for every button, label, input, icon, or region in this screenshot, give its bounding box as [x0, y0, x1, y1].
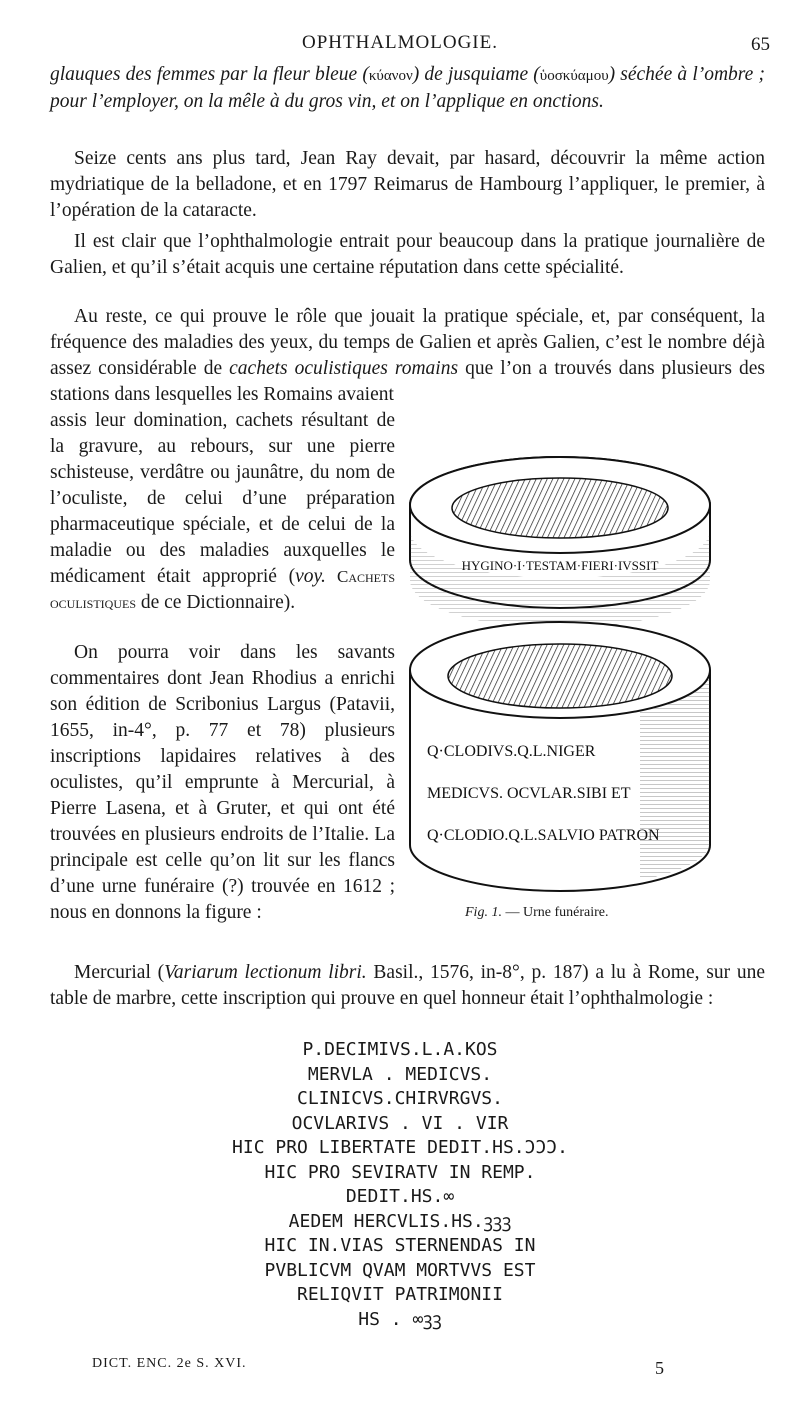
sheet-number: 5 [655, 1358, 664, 1378]
lid-inscription: HYGINO·I·TESTAM·FIERI·IVSSIT [461, 558, 659, 573]
marble-inscription [0, 1038, 800, 1332]
paragraph-intro-c: ) séchée à l’ombre ; pour l’employer, on la mêle à du gros vin, et on l’applique en onctions. [50, 64, 765, 112]
inscription-line: MERVLA . MEDICVS. [307, 1063, 493, 1085]
inscription-line: HIC PRO LIBERTATE DEDIT.HS.ƆƆƆ. [232, 1137, 568, 1158]
cross-reference: Cachets oculistiques [50, 567, 395, 612]
paragraph-cachets-continued-a: assis leur domination, cachets résultant de la gravure, au rebours, sur une pierre schisteuse, verdâtre ou jaunâtre, du nom de l’oculiste, de celui d’une préparation pharmaceutique spéciale, et de celui de la maladie ou des maladies auxquelles le médicament était approprié ( [50, 410, 395, 587]
inscription-line: DEDIT.HS.∞ [345, 1186, 455, 1207]
figure-caption [465, 905, 608, 921]
paragraph-intro-b: ) de jusquiame ( [412, 64, 540, 85]
paragraph-rhodius: On pourra voir dans les savants commentaires dont Jean Rhodius a enrichi son édition de Scribonius Largus (Patavii, 1655, in-4°, p. 77 et 78) plusieurs inscriptions lapidaires relatives à des oculistes, qu’il emprunte à Mercurial, à Pierre Lasena, et à Gruter, et qui ont été trouvées en plusieurs endroits de l’Italie. La principale est celle qu’on lit sur les flancs d’une urne funéraire (?) trouvée en 1612 ; nous en donnons la figure : [50, 642, 395, 923]
paragraph-cachets-continued-c: de ce Dictionnaire). [136, 592, 296, 613]
urn-line-1: Q·CLODIVS.Q.L.NIGER [427, 743, 596, 760]
inscription-line: RELIQVIT PATRIMONII [297, 1284, 503, 1305]
inscription-line: HIC IN.VIAS STERNENDAS IN [264, 1235, 536, 1256]
paragraph-cachets-a: Au reste, ce qui prouve le rôle que jouait la pratique spéciale, et, par conséquent, la fréquence des maladies des yeux, du temps de Galien et après Galien, c’est le nombre déjà assez considérable de [50, 306, 765, 379]
inscription-line: P.DECIMIVS.L.A.KOS [302, 1039, 498, 1060]
paragraph-mercurial-b: Basil., 1576, in-8°, p. 187) a lu à Rome, sur une table de marbre, cette inscription qui prouve en quel honneur était l’ophthalmologie : [50, 962, 765, 1009]
paragraph-intro-a: glauques des femmes par la fleur bleue ( [50, 64, 369, 85]
urn-line-2: MEDICVS. OCVLAR.SIBI ET [427, 785, 631, 802]
paragraph-cachets-italic: cachets oculistiques romains [229, 358, 459, 379]
running-title: OPHTHALMOLOGIE. [301, 32, 498, 53]
greek-word-hyoskyamos: ὑοσκύαμου [539, 68, 609, 84]
inscription-line: HIC PRO SEVIRATV IN REMP. [264, 1161, 536, 1183]
paragraph-cachets-continued [50, 408, 395, 616]
paragraph-cachets-c: que l’on a trouvés dans plusieurs des stations dans lesquelles les Romains avaient [50, 358, 765, 405]
paragraph-mercurial-a: Mercurial ( [74, 962, 165, 983]
urn-lid [410, 457, 710, 628]
printer-signature: DICT. ENC. 2e S. XVI. [92, 1356, 247, 1371]
inscription-line: HS . ∞ꝫꝫ [358, 1308, 442, 1330]
inscription-line: PVBLICVM QVAM MORTVVS EST [264, 1259, 536, 1281]
urn-line-3: Q·CLODIO.Q.L.SALVIO PATRON [427, 827, 660, 844]
voy-abbreviation: voy. [295, 566, 326, 587]
page-number: 65 [751, 34, 770, 55]
inscription-line: AEDEM HERCVLIS.HS.ꝫꝫꝫ [288, 1210, 512, 1232]
greek-word-kyanon: κύανον [368, 68, 413, 84]
urn-illustration [405, 440, 725, 940]
inscription-line: OCVLARIVS . VI . VIR [291, 1112, 509, 1134]
figure-caption-text: — Urne funéraire. [501, 905, 609, 920]
paragraph-galien: Il est clair que l’ophthalmologie entrait pour beaucoup dans la pratique journalière de Galien, et qu’il s’était acquis une certaine réputation dans cette spécialité. [50, 231, 765, 278]
paragraph-mercurial [50, 960, 765, 1012]
paragraph-cachets [50, 304, 765, 408]
book-title: Variarum lectionum libri. [164, 962, 367, 983]
inscription-line: CLINICVS.CHIRVRGVS. [297, 1088, 503, 1109]
paragraph-belladone: Seize cents ans plus tard, Jean Ray devait, par hasard, découvrir la même action mydriatique de la belladone, et en 1797 Reimarus de Hambourg l’appliquer, le premier, à l’opération de la cataracte. [50, 148, 765, 221]
paragraph-intro [50, 62, 765, 115]
figure-number: Fig. 1. [465, 905, 502, 920]
urn-body [410, 622, 710, 891]
